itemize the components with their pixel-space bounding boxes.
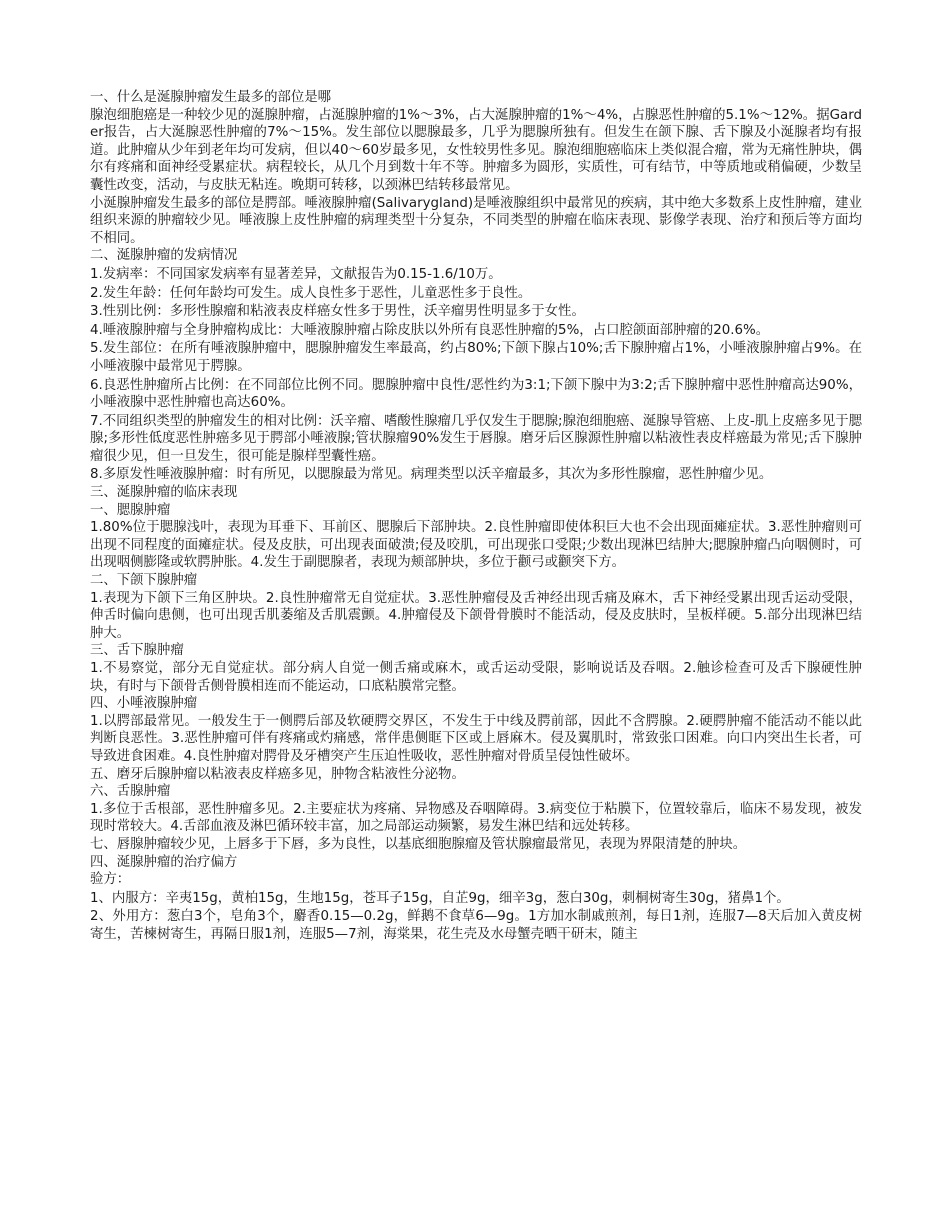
subheading-labial: 七、唇腺肿瘤较少见，上唇多于下唇，多为良性，以基底细胞腺瘤及管状腺瘤最常见，表现为界限清楚的肿块。 [90,836,747,852]
subheading-parotid: 一、腮腺肿瘤 [90,502,171,518]
subheading-retromolar: 五、磨牙后腺肿瘤以粘液表皮样癌多见，肿物含粘液性分泌物。 [90,766,465,782]
list-item: 2.发生年龄：任何年龄均可发生。成人良性多于恶性，儿童恶性多于良性。 [90,285,532,301]
heading-1: 一、什么是涎腺肿瘤发生最多的部位是哪 [90,90,332,105]
list-item: 5.发生部位：在所有唾液腺肿瘤中，腮腺肿瘤发生率最高，约占80%;下颌下腺占10%;舌下腺肿瘤占1%，小唾液腺肿瘤占9%。在小唾液腺中最常见于腭腺。 [90,341,862,374]
paragraph: 1.表现为下颌下三角区肿块。2.良性肿瘤常无自觉症状。3.恶性肿瘤侵及舌神经出现舌痛及麻木，舌下神经受累出现舌运动受限，伸舌时偏向患侧，也可出现舌肌萎缩及舌肌震颤。4.肿瘤侵及下颌骨骨膜时不能活动，侵及皮肤时，呈板样硬。5.部分出现淋巴结肿大。 [90,590,862,641]
list-item: 8.多原发性唾液腺肿瘤：时有所见，以腮腺最为常见。病理类型以沃辛瘤最多，其次为多形性腺瘤，恶性肿瘤少见。 [90,467,773,483]
label-prescription: 验方： [90,872,131,888]
subheading-lingual: 六、舌腺肿瘤 [90,784,171,800]
paragraph: 1.以腭部最常见。一般发生于一侧腭后部及软硬腭交界区，不发生于中线及腭前部，因此不含腭腺。2.硬腭肿瘤不能活动不能以此判断良恶性。3.恶性肿瘤可伴有疼痛或灼痛感，常伴患侧眶下区或上唇麻木。侵及翼肌时，常致张口困难。向口内突出生长者，可导致进食困难。4.良性肿瘤对腭骨及牙槽突产生压迫性吸收，恶性肿瘤对骨质呈侵蚀性破坏。 [90,713,862,764]
heading-2: 二、涎腺肿瘤的发病情况 [90,248,238,264]
list-item: 2、外用方：葱白3个，皂角3个，麝香0.15—0.2g，鲜鹅不食草6—9g。1方加水制戚煎剂，每日1剂，连服7—8天后加入黄皮树寄生，苦楝树寄生，再隔日服1剂，连服5—7剂，海棠果，花生壳及水母蟹壳晒干研末，随主 [90,909,862,942]
paragraph: 小涎腺肿瘤发生最多的部位是腭部。唾液腺肿瘤(Salivarygland)是唾液腺组织中最常见的疾病，其中绝大多数系上皮性肿瘤，建业组织来源的肿瘤较少见。唾液腺上皮性肿瘤的病理类型十分复杂，不同类型的肿瘤在临床表现、影像学表现、治疗和预后等方面均不相同。 [90,195,862,246]
list-item: 1、内服方：辛夷15g，黄柏15g，生地15g，苍耳子15g，自芷9g，细辛3g，葱白30g，刺桐树寄生30g，猪鼻1个。 [90,890,790,906]
subheading-minor-salivary: 四、小唾液腺肿瘤 [90,696,198,712]
paragraph: 1.不易察觉，部分无自觉症状。部分病人自觉一侧舌痛或麻木，或舌运动受限，影响说话及吞咽。2.触诊检查可及舌下腺硬性肿块，有时与下颌骨舌侧骨膜相连而不能运动，口底粘膜常完整。 [90,661,862,694]
document-body [90,89,862,944]
paragraph: 1.80%位于腮腺浅叶，表现为耳垂下、耳前区、腮腺后下部肿块。2.良性肿瘤即使体积巨大也不会出现面瘫症状。3.恶性肿瘤则可出现不同程度的面瘫症状。侵及皮肤，可出现表面破溃;侵及咬肌，可出现张口受限;少数出现淋巴结肿大;腮腺肿瘤凸向咽侧时，可出现咽侧膨隆或软腭肿胀。4.发生于副腮腺者，表现为颊部肿块，多位于颧弓或颧突下方。 [90,520,862,571]
paragraph: 腺泡细胞癌是一种较少见的涎腺肿瘤，占涎腺肿瘤的1%～3%，占大涎腺肿瘤的1%～4%，占腺恶性肿瘤的5.1%～12%。据Garder报告，占大涎腺恶性肿瘤的7%～15%。发生部位以腮腺最多，几乎为腮腺所独有。但发生在颌下腺、舌下腺及小涎腺者均有报道。此肿瘤从少年到老年均可发病，但以40～60岁最多见，女性较男性多见。腺泡细胞癌临床上类似混合瘤，常为无痛性肿块，偶尔有疼痛和面神经受累症状。病程较长，从几个月到数十年不等。肿瘤多为圆形，实质性，可有结节，中等质地或稍偏硬，少数呈囊性改变，活动，与皮肤无粘连。晚期可转移，以颈淋巴结转移最常见。 [90,107,862,193]
heading-3: 三、涎腺肿瘤的临床表现 [90,485,238,501]
list-item: 6.良恶性肿瘤所占比例：在不同部位比例不同。腮腺肿瘤中良性/恶性约为3:1;下颌下腺中为3:2;舌下腺肿瘤中恶性肿瘤高达90%，小唾液腺中恶性肿瘤也高达60%。 [90,377,862,411]
list-item: 7.不同组织类型的肿瘤发生的相对比例：沃辛瘤、嗜酸性腺瘤几乎仅发生于腮腺;腺泡细胞癌、涎腺导管癌、上皮-肌上皮癌多见于腮腺;多形性低度恶性肿癌多见于腭部小唾液腺;管状腺瘤90%发生于唇腺。磨牙后区腺源性肿瘤以粘液性表皮样癌最为常见;舌下腺肿瘤很少见，但一旦发生，很可能是腺样型囊性癌。 [90,413,862,464]
list-item: 4.唾液腺肿瘤与全身肿瘤构成比：大唾液腺肿瘤占除皮肤以外所有良恶性肿瘤的5%，占口腔颌面部肿瘤的20.6%。 [90,322,770,338]
heading-4: 四、涎腺肿瘤的治疗偏方 [90,854,238,870]
list-item: 1.发病率：不同国家发病率有显著差异，文献报告为0.15-1.6/10万。 [90,266,502,282]
subheading-sublingual: 三、舌下腺肿瘤 [90,643,184,659]
paragraph: 1.多位于舌根部，恶性肿瘤多见。2.主要症状为疼痛、异物感及吞咽障碍。3.病变位于粘膜下，位置较靠后，临床不易发现，被发现时常较大。4.舌部血液及淋巴循环较丰富，加之局部运动频繁，易发生淋巴结和远处转移。 [90,801,862,835]
subheading-submandibular: 二、下颌下腺肿瘤 [90,573,198,589]
list-item: 3.性别比例：多形性腺瘤和粘液表皮样癌女性多于男性，沃辛瘤男性明显多于女性。 [90,304,585,320]
